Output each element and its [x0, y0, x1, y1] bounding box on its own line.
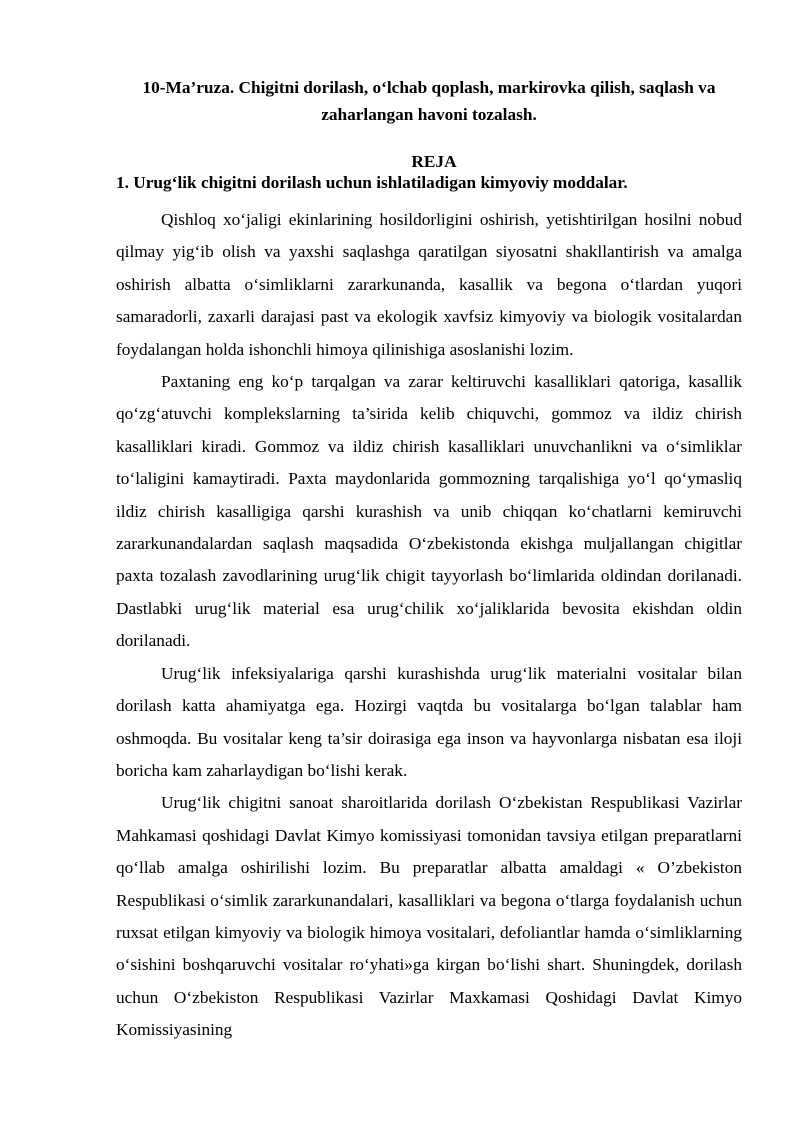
paragraph-4: Urug‘lik chigitni sanoat sharoitlarida dorilash O‘zbekistan Respublikasi Vazirlar Mahkamasi qoshidagi Davlat Kimyo komissiyasi tomonidan tavsiya etilgan preparatlarni qo‘llab amalga oshirilishi lozim. Bu preparatlar albatta amaldagi « O’zbekiston Respublikasi o‘simlik zararkunandalari, kasalliklari va begona o‘tlarga foydalanish uchun ruxsat etilgan kimyoviy va biologik himoya vositalari, defoliantlar hamda o‘simliklarning o‘sishini boshqaruvchi vositalar ro‘yhati»ga kirgan bo‘lishi shart. Shuningdek, dorilash uchun O‘zbekiston Respublikasi Vazirlar Maxkamasi Qoshidagi Davlat Kimyo Komissiyasining: [116, 793, 742, 1040]
section-heading: 1. Urug‘lik chigitni dorilash uchun ishlatiladigan kimyoviy moddalar.: [116, 173, 628, 192]
lecture-title-line-2: zaharlangan havoni tozalash.: [321, 105, 537, 124]
lecture-title: [116, 74, 742, 128]
document-page: [116, 74, 742, 1047]
paragraph-2: Paxtaning eng ko‘p tarqalgan va zarar keltiruvchi kasalliklari qatoriga, kasallik qo‘zg‘atuvchi komplekslarning ta’sirida kelib chiquvchi, gommoz va ildiz chirish kasalliklari kiradi. Gommoz va ildiz chirish kasalliklari unuvchanlikni va o‘simliklar to‘laligini kamaytiradi. Paxta maydonlarida gommozning tarqalishiga yo‘l qo‘ymasliq ildiz chirish kasalligiga qarshi kurashish va unib chiqqan ko‘chatlarni kemiruvchi zararkunandalardan saqlash maqsadida O‘zbekistonda ekishga muljallangan chigitlar paxta tozalash zavodlarining urug‘lik chigit tayyorlash bo‘limlarida oldindan dorilanadi. Dastlabki urug‘lik material esa urug‘chilik xo‘jaliklarida bevosita ekishdan oldin dorilanadi.: [116, 372, 742, 651]
paragraph-3: Urug‘lik infeksiyalariga qarshi kurashishda urug‘lik materialni vositalar bilan dorilash katta ahamiyatga ega. Hozirgi vaqtda bu vositalarga bo‘lgan talablar ham oshmoqda. Bu vositalar keng ta’sir doirasiga ega inson va hayvonlarga nisbatan esa iloji boricha kam zaharlaydigan bo‘lishi kerak.: [116, 663, 742, 780]
paragraph-1: Qishloq xo‘jaligi ekinlarining hosildorligini oshirish, yetishtirilgan hosilni nobud qilmay yig‘ib olish va yaxshi saqlashga qaratilgan siyosatni shakllantirish va amalga oshirish albatta o‘simliklarni zararkunanda, kasallik va begona o‘tlardan yuqori samaradorli, zaxarli darajasi past va ekologik xavfsiz kimyoviy va biologik vositalardan foydalangan holda ishonchli himoya qilinishiga asoslanishi lozim.: [116, 210, 742, 359]
lecture-title-line-1: 10-Ma’ruza. Chigitni dorilash, o‘lchab qoplash, markirovka qilish, saqlash va: [142, 78, 716, 97]
plan-heading: REJA: [411, 152, 457, 171]
